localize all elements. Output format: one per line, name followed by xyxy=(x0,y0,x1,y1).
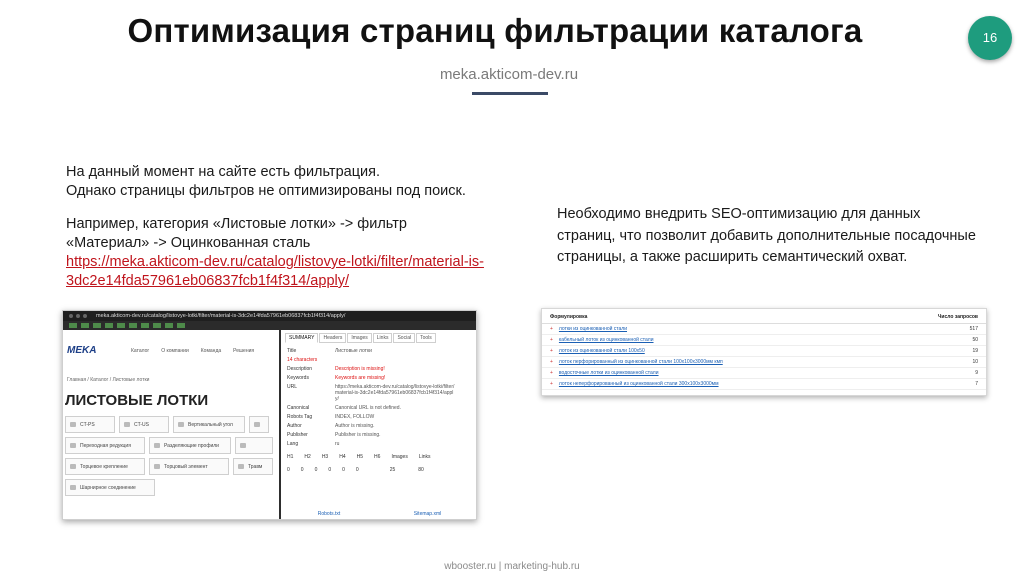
panel-tab: SUMMARY xyxy=(285,333,318,343)
text-line-2: Однако страницы фильтров не оптимизированы под поиск. xyxy=(66,183,466,199)
table-row: + кабельный лоток из оцинкованной стали 50 xyxy=(542,335,986,346)
chip: Торцовый элемент xyxy=(149,458,229,475)
headings-header: H1 H2 H3 H4 H5 H6 Images Links xyxy=(287,453,431,460)
camera-icon xyxy=(154,443,160,448)
site-screenshot xyxy=(62,310,477,520)
robots-link[interactable]: Robots.txt xyxy=(317,511,341,517)
chip: Торцевое крепление xyxy=(65,458,145,475)
camera-icon xyxy=(178,422,184,427)
seo-row: 14 characters xyxy=(287,356,318,363)
keywords-table xyxy=(541,308,987,396)
table-row: + лоток из оцинкованной стали 100х50 19 xyxy=(542,346,986,357)
site-breadcrumbs: Главная / Каталог / Листовые лотки xyxy=(67,377,150,383)
site-heading: ЛИСТОВЫЕ ЛОТКИ xyxy=(65,392,209,409)
seo-row: Description Description is missing! xyxy=(287,365,385,372)
browser-url: meka.akticom-dev.ru/catalog/listovye-lotki/filter/material-is-3dc2e14fda57961eb06837fcb1f4f314/apply/ xyxy=(96,313,346,319)
browser-extensions xyxy=(63,321,476,330)
seo-row: Robots Tag INDEX, FOLLOW xyxy=(287,413,375,420)
seo-row: Publisher Publisher is missing. xyxy=(287,431,381,438)
table-row: + лоток перфорированный из оцинкованной стали 100х100х3000мм кмп 10 xyxy=(542,357,986,368)
camera-icon xyxy=(70,464,76,469)
filter-chips xyxy=(65,416,273,496)
menu-item: Решения xyxy=(233,348,255,354)
site-menu xyxy=(131,348,254,354)
sitemap-link[interactable]: Sitemap.xml xyxy=(413,511,442,517)
chip: Вертикальный угол xyxy=(173,416,245,433)
chip: Шарнирное соединение xyxy=(65,479,155,496)
camera-icon xyxy=(254,422,260,427)
slide-title: Оптимизация страниц фильтрации каталога xyxy=(127,12,863,49)
menu-item: Каталог xyxy=(131,348,150,354)
table-header: Формулировка Число запросов xyxy=(542,309,986,324)
panel-tab: Links xyxy=(373,333,393,343)
camera-icon xyxy=(238,464,244,469)
headings-values: 0 0 0 0 0 0 25 80 xyxy=(287,466,424,473)
camera-icon xyxy=(70,443,76,448)
camera-icon xyxy=(70,422,76,427)
site-page xyxy=(63,330,275,520)
slide-subtitle: meka.akticom-dev.ru xyxy=(439,66,579,83)
panel-tab: Images xyxy=(347,333,371,343)
seo-panel-tabs xyxy=(281,330,477,346)
chip: Переходная редукция xyxy=(65,437,145,454)
chip xyxy=(249,416,269,433)
seo-panel xyxy=(279,330,477,520)
chip xyxy=(235,437,273,454)
right-text-block: Необходимо внедрить SEO-оптимизацию для данных страниц, что позволит добавить дополнительные посадочные страницы, а также расширить семантический охват. xyxy=(557,206,976,265)
panel-footer-links xyxy=(281,511,477,517)
menu-item: О компании xyxy=(161,348,189,354)
table-row: + водосточные лотки из оцинкованной стали 9 xyxy=(542,368,986,379)
seo-row: Lang ru xyxy=(287,440,340,447)
example-link[interactable]: https://meka.akticom-dev.ru/catalog/listovye-lotki/filter/material-is-3dc2e14fda57961eb06837fcb1f4f314/apply/ xyxy=(66,254,484,289)
chip: CT-US xyxy=(119,416,169,433)
site-logo: MEKA xyxy=(67,345,97,356)
left-text-block xyxy=(66,163,516,291)
camera-icon xyxy=(240,443,246,448)
chip: CT-PS xyxy=(65,416,115,433)
camera-icon xyxy=(70,485,76,490)
text-line-4: «Материал» -> Оцинкованная сталь xyxy=(66,235,311,251)
camera-icon xyxy=(154,464,160,469)
slide-footer: wbooster.ru | marketing-hub.ru xyxy=(444,561,580,572)
page-number-badge: 16 xyxy=(968,16,1012,60)
seo-row: Keywords Keywords are missing! xyxy=(287,374,386,381)
table-row: + лотки из оцинкованной стали 517 xyxy=(542,324,986,335)
seo-row: URL https://meka.akticom-dev.ru/catalog/listovye-lotki/filter/material-is-3dc2e14fda57961eb06837fcb1f4f314/apply/ xyxy=(287,383,455,402)
title-underline xyxy=(472,92,548,95)
browser-bar xyxy=(63,311,476,321)
panel-tab: Tools xyxy=(416,333,436,343)
text-line-1: На данный момент на сайте есть фильтрация. xyxy=(66,164,380,180)
panel-tab: Headers xyxy=(319,333,346,343)
menu-item: Команда xyxy=(200,348,222,354)
text-line-3: Например, категория «Листовые лотки» -> фильтр xyxy=(66,216,407,232)
seo-row: Author Author is missing. xyxy=(287,422,375,429)
chip: Травм xyxy=(233,458,273,475)
seo-row: Title Листовые лотки xyxy=(287,347,372,354)
panel-tab: Social xyxy=(393,333,415,343)
camera-icon xyxy=(124,422,130,427)
table-row: + лоток неперфорированный из оцинкованной стали 300х100х3000мм 7 xyxy=(542,379,986,390)
chip: Разделяющие профили xyxy=(149,437,231,454)
seo-row: Canonical Canonical URL is not defined. xyxy=(287,404,401,411)
